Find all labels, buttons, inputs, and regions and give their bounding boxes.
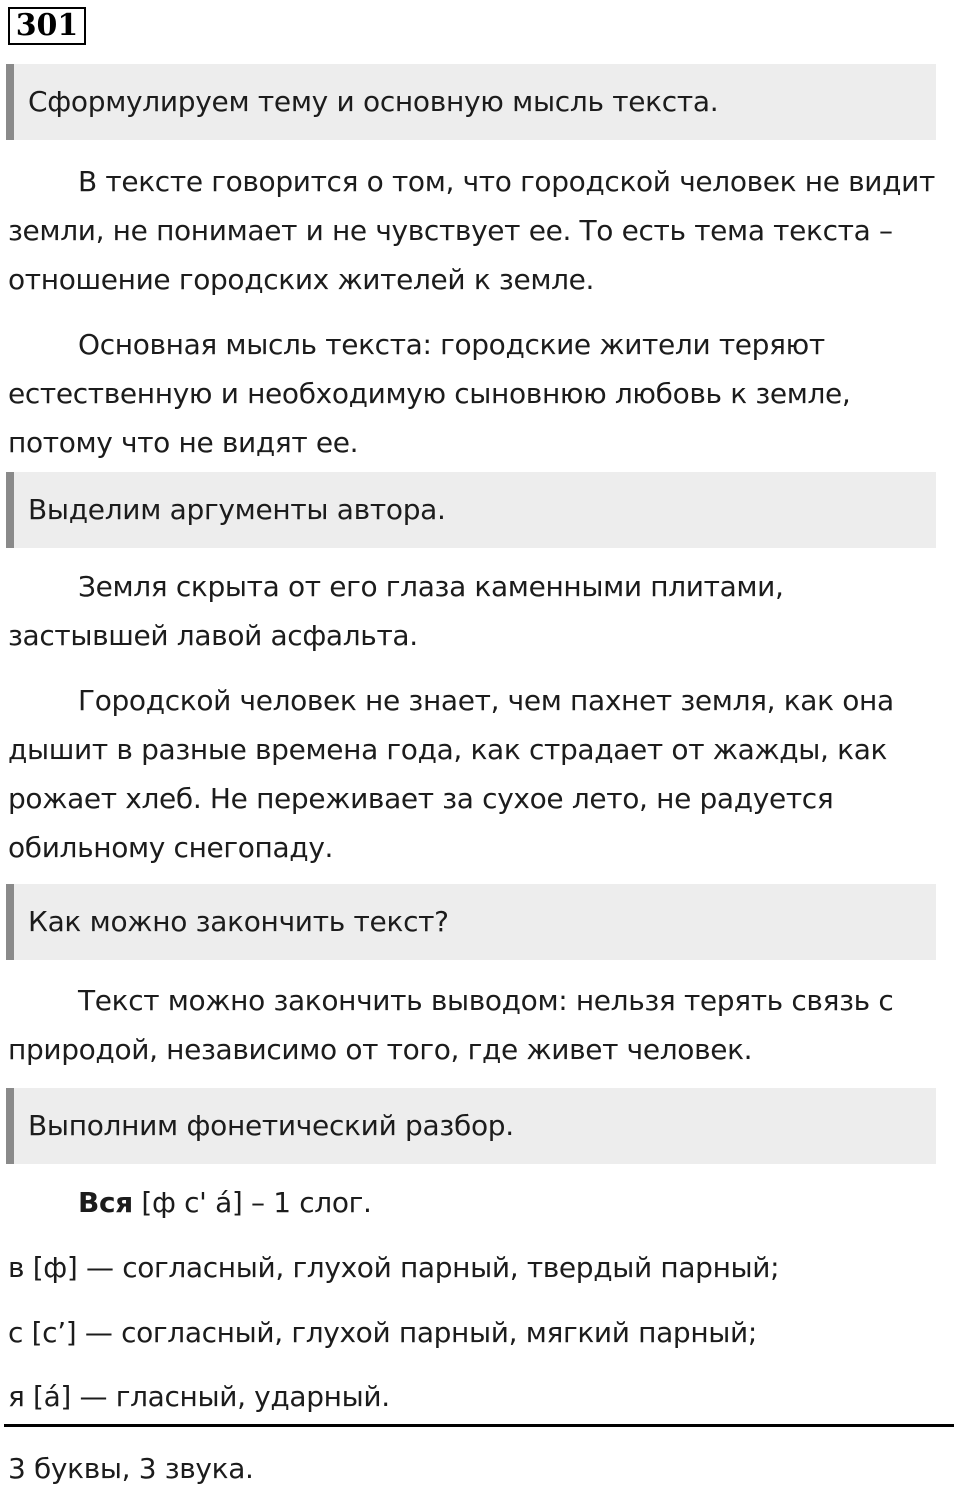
phonetic-word-line bbox=[78, 1186, 372, 1220]
arguments-paragraph-2: Городской человек не знает, чем пахнет земля, как она дышит в разные времена года, как страдает от жажды, как рожает хлеб. Не переживает за сухое лето, не радуется обильному снегопаду. bbox=[8, 684, 894, 864]
theme-paragraph-1: В тексте говорится о том, что городской человек не видит земли, не понимает и не чувствует ее. То есть тема текста – отношение городских жителей к земле. bbox=[8, 165, 935, 296]
phonetic-word: Вся bbox=[78, 1186, 133, 1219]
step-heading-phonetic bbox=[6, 1088, 936, 1164]
summary-divider bbox=[4, 1424, 954, 1427]
step-heading-arguments bbox=[6, 472, 936, 548]
step-heading-arguments-text: Выделим аргументы автора. bbox=[28, 493, 446, 526]
phonetic-summary: 3 буквы, 3 звука. bbox=[8, 1452, 254, 1485]
task-number: 301 bbox=[8, 7, 86, 45]
phonetic-transcription: [ф с' а́] – 1 слог. bbox=[132, 1186, 372, 1219]
step-heading-theme bbox=[6, 64, 936, 140]
ending-paragraph-1: Текст можно закончить выводом: нельзя терять связь с природой, независимо от того, где живет человек. bbox=[8, 984, 894, 1066]
step-heading-ending bbox=[6, 884, 936, 960]
theme-paragraph-2: Основная мысль текста: городские жители теряют естественную и необходимую сыновнюю любовь к земле, потому что не видят ее. bbox=[8, 328, 851, 459]
arguments-paragraph-1: Земля скрыта от его глаза каменными плитами, застывшей лавой асфальта. bbox=[8, 570, 784, 652]
phonetic-sound-1: в [ф] — согласный, глухой парный, твердый парный; bbox=[8, 1251, 780, 1284]
step-heading-phonetic-text: Выполним фонетический разбор. bbox=[28, 1109, 514, 1142]
phonetic-sound-2: с [с’] — согласный, глухой парный, мягкий парный; bbox=[8, 1316, 757, 1349]
step-heading-ending-text: Как можно закончить текст? bbox=[28, 905, 449, 938]
phonetic-sound-3: я [а́] — гласный, ударный. bbox=[8, 1380, 390, 1413]
step-heading-theme-text: Сформулируем тему и основную мысль текста. bbox=[28, 85, 719, 118]
